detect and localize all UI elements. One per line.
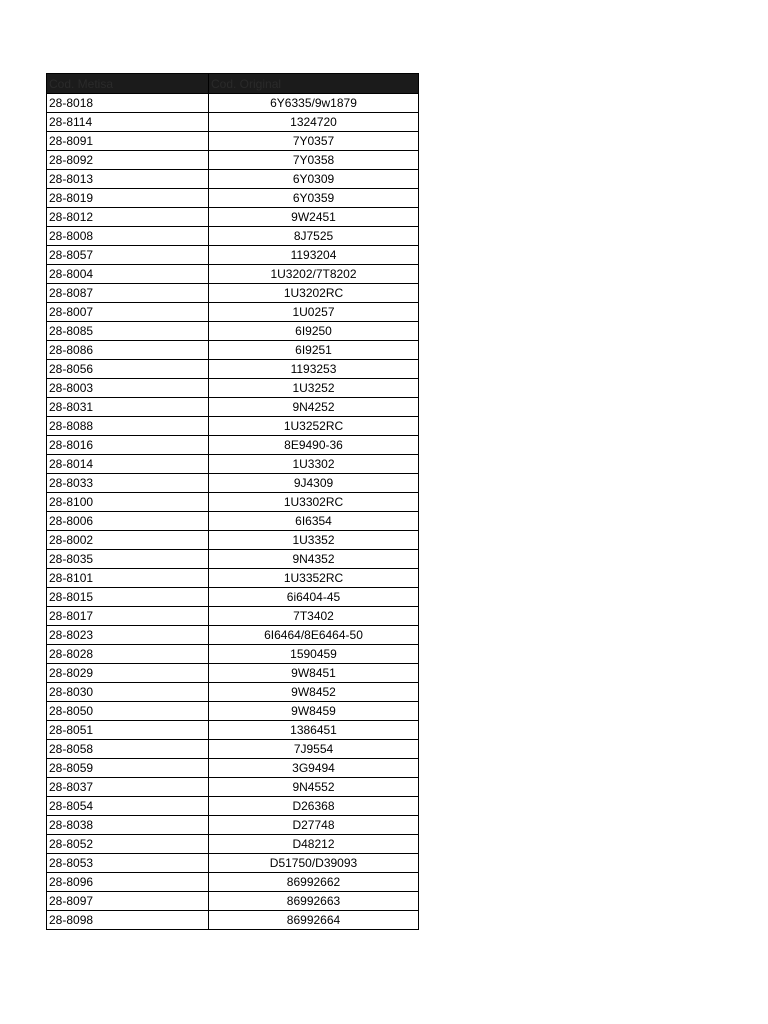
cell-cod-metisa: 28-8101 — [47, 569, 209, 588]
cell-cod-metisa: 28-8054 — [47, 797, 209, 816]
cell-cod-metisa: 28-8018 — [47, 94, 209, 113]
cell-cod-original: 86992663 — [209, 892, 419, 911]
cell-cod-metisa: 28-8033 — [47, 474, 209, 493]
cell-cod-metisa: 28-8004 — [47, 265, 209, 284]
cell-cod-metisa: 28-8092 — [47, 151, 209, 170]
cell-cod-original: 1U3352 — [209, 531, 419, 550]
cell-cod-original: 6Y0359 — [209, 189, 419, 208]
cell-cod-metisa: 28-8003 — [47, 379, 209, 398]
table-row — [47, 170, 419, 189]
cell-cod-metisa: 28-8050 — [47, 702, 209, 721]
cell-cod-original: D27748 — [209, 816, 419, 835]
cell-cod-original: 1U3302RC — [209, 493, 419, 512]
cell-cod-metisa: 28-8014 — [47, 455, 209, 474]
table-row — [47, 797, 419, 816]
header-cod-metisa: Cod. Metisa — [47, 74, 209, 94]
cell-cod-metisa: 28-8097 — [47, 892, 209, 911]
cell-cod-metisa: 28-8038 — [47, 816, 209, 835]
cell-cod-metisa: 28-8035 — [47, 550, 209, 569]
table-header — [47, 74, 419, 94]
cell-cod-metisa: 28-8098 — [47, 911, 209, 930]
cell-cod-metisa: 28-8091 — [47, 132, 209, 151]
cell-cod-original: 8J7525 — [209, 227, 419, 246]
cell-cod-original: 9W8459 — [209, 702, 419, 721]
cell-cod-metisa: 28-8100 — [47, 493, 209, 512]
cell-cod-original: 6I9250 — [209, 322, 419, 341]
cell-cod-metisa: 28-8058 — [47, 740, 209, 759]
table-row — [47, 816, 419, 835]
cell-cod-original: 1U3202RC — [209, 284, 419, 303]
table-row — [47, 151, 419, 170]
cell-cod-metisa: 28-8019 — [47, 189, 209, 208]
cell-cod-original: 9W8451 — [209, 664, 419, 683]
cell-cod-original: 1386451 — [209, 721, 419, 740]
cell-cod-original: 86992664 — [209, 911, 419, 930]
table-row — [47, 835, 419, 854]
cell-cod-metisa: 28-8085 — [47, 322, 209, 341]
cell-cod-original: 1U3252RC — [209, 417, 419, 436]
cell-cod-metisa: 28-8017 — [47, 607, 209, 626]
table-row — [47, 759, 419, 778]
table-body — [47, 94, 419, 930]
cell-cod-metisa: 28-8086 — [47, 341, 209, 360]
cell-cod-metisa: 28-8012 — [47, 208, 209, 227]
table-row — [47, 626, 419, 645]
cell-cod-metisa: 28-8007 — [47, 303, 209, 322]
table-row — [47, 607, 419, 626]
cell-cod-metisa: 28-8015 — [47, 588, 209, 607]
table-row — [47, 474, 419, 493]
cell-cod-metisa: 28-8114 — [47, 113, 209, 132]
cell-cod-metisa: 28-8052 — [47, 835, 209, 854]
cell-cod-original: 1U0257 — [209, 303, 419, 322]
cell-cod-original: 6I9251 — [209, 341, 419, 360]
table-row — [47, 303, 419, 322]
table-row — [47, 702, 419, 721]
cell-cod-metisa: 28-8037 — [47, 778, 209, 797]
cell-cod-metisa: 28-8002 — [47, 531, 209, 550]
table-row — [47, 569, 419, 588]
cell-cod-original: 1590459 — [209, 645, 419, 664]
table-row — [47, 436, 419, 455]
cell-cod-original: 8E9490-36 — [209, 436, 419, 455]
cell-cod-metisa: 28-8056 — [47, 360, 209, 379]
cell-cod-original: 9N4352 — [209, 550, 419, 569]
table-row — [47, 360, 419, 379]
table-row — [47, 417, 419, 436]
cell-cod-metisa: 28-8008 — [47, 227, 209, 246]
table-row — [47, 892, 419, 911]
table-row — [47, 455, 419, 474]
table-row — [47, 778, 419, 797]
header-row — [47, 74, 419, 94]
table-row — [47, 398, 419, 417]
cell-cod-metisa: 28-8013 — [47, 170, 209, 189]
cell-cod-original: 9W8452 — [209, 683, 419, 702]
cell-cod-metisa: 28-8096 — [47, 873, 209, 892]
table-row — [47, 683, 419, 702]
table-row — [47, 664, 419, 683]
cell-cod-original: 1U3352RC — [209, 569, 419, 588]
cell-cod-original: D48212 — [209, 835, 419, 854]
table-row — [47, 721, 419, 740]
cell-cod-metisa: 28-8029 — [47, 664, 209, 683]
cell-cod-metisa: 28-8057 — [47, 246, 209, 265]
cell-cod-original: 9N4552 — [209, 778, 419, 797]
cell-cod-original: 1U3202/7T8202 — [209, 265, 419, 284]
cell-cod-original: 1324720 — [209, 113, 419, 132]
table-row — [47, 531, 419, 550]
cell-cod-original: 3G9494 — [209, 759, 419, 778]
table-row — [47, 379, 419, 398]
cell-cod-metisa: 28-8087 — [47, 284, 209, 303]
cell-cod-original: 9N4252 — [209, 398, 419, 417]
cell-cod-metisa: 28-8053 — [47, 854, 209, 873]
cell-cod-original: 6i6404-45 — [209, 588, 419, 607]
table-row — [47, 512, 419, 531]
table-row — [47, 493, 419, 512]
cell-cod-original: 86992662 — [209, 873, 419, 892]
table-row — [47, 854, 419, 873]
table-row — [47, 94, 419, 113]
cell-cod-metisa: 28-8088 — [47, 417, 209, 436]
table-row — [47, 113, 419, 132]
cell-cod-original: 6I6354 — [209, 512, 419, 531]
cell-cod-original: 9J4309 — [209, 474, 419, 493]
cell-cod-original: 6Y0309 — [209, 170, 419, 189]
parts-table — [46, 73, 419, 930]
cell-cod-metisa: 28-8030 — [47, 683, 209, 702]
cell-cod-original: 1193253 — [209, 360, 419, 379]
cell-cod-original: 1193204 — [209, 246, 419, 265]
cell-cod-original: 7T3402 — [209, 607, 419, 626]
cell-cod-original: 7J9554 — [209, 740, 419, 759]
table-row — [47, 322, 419, 341]
table-row — [47, 208, 419, 227]
cell-cod-original: 7Y0357 — [209, 132, 419, 151]
table-row — [47, 284, 419, 303]
cell-cod-original: 6I6464/8E6464-50 — [209, 626, 419, 645]
cell-cod-original: D26368 — [209, 797, 419, 816]
cell-cod-metisa: 28-8031 — [47, 398, 209, 417]
cell-cod-original: 6Y6335/9w1879 — [209, 94, 419, 113]
cell-cod-metisa: 28-8059 — [47, 759, 209, 778]
cell-cod-metisa: 28-8006 — [47, 512, 209, 531]
table-row — [47, 265, 419, 284]
cell-cod-metisa: 28-8016 — [47, 436, 209, 455]
cell-cod-original: D51750/D39093 — [209, 854, 419, 873]
table-row — [47, 588, 419, 607]
cell-cod-original: 9W2451 — [209, 208, 419, 227]
table-row — [47, 911, 419, 930]
cell-cod-original: 7Y0358 — [209, 151, 419, 170]
cell-cod-metisa: 28-8051 — [47, 721, 209, 740]
header-cod-original: Cod. Original — [209, 74, 419, 94]
table-row — [47, 550, 419, 569]
table-row — [47, 740, 419, 759]
table-row — [47, 873, 419, 892]
cell-cod-metisa: 28-8023 — [47, 626, 209, 645]
table-row — [47, 341, 419, 360]
cell-cod-metisa: 28-8028 — [47, 645, 209, 664]
table-row — [47, 227, 419, 246]
table-row — [47, 645, 419, 664]
table-row — [47, 189, 419, 208]
table-row — [47, 132, 419, 151]
table-row — [47, 246, 419, 265]
cell-cod-original: 1U3252 — [209, 379, 419, 398]
cell-cod-original: 1U3302 — [209, 455, 419, 474]
